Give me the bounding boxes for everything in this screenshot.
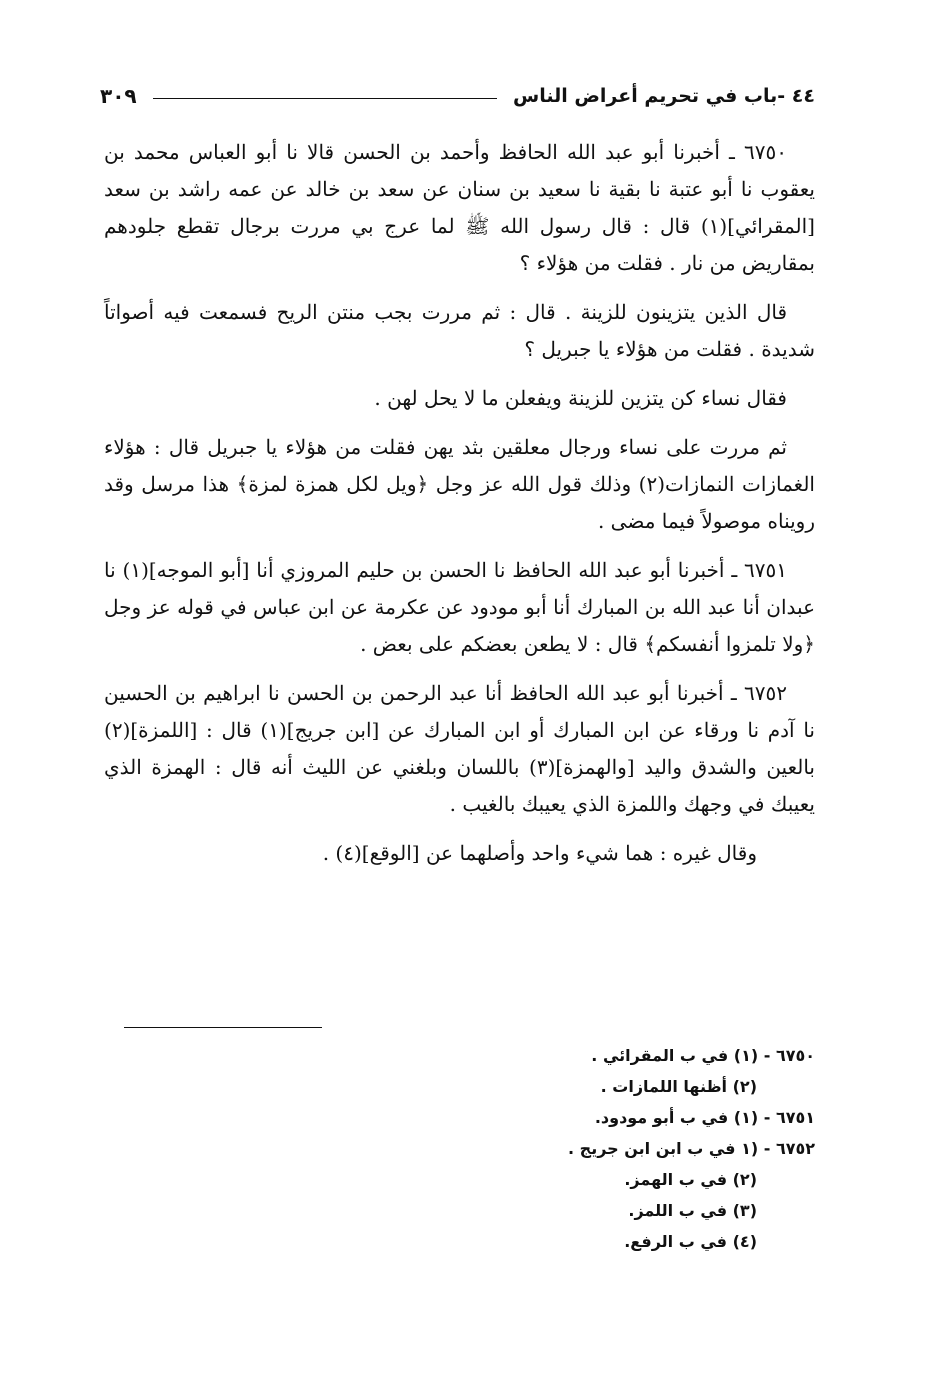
page-number: ٣٠٩ [100,84,137,108]
footnote-separator [124,1027,322,1028]
hadith-6752: ٦٧٥٢ ـ أخبرنا أبو عبد الله الحافظ أنا عبد الرحمن بن الحسن نا ابراهيم بن الحسين نا آدم نا ورقاء عن ابن المبارك أو ابن المبارك عن [ابن جريج](١) قال : [اللمزة](٢) بالعين والشدق واليد [والهمزة](٣) باللسان وبلغني عن الليث أنه قال : الهمزة الذي يعيبك في وجهك واللمزة الذي يعيبك بالغيب . [104,681,815,816]
paragraph-3: فقال نساء كن يتزين للزينة ويفعلن ما لا يحل لهن . [374,386,787,410]
footnote: ٦٧٥٠ - (١) في ب المقرائي . [591,1046,815,1065]
footnote: ٦٧٥١ - (١) في ب أبو مودود. [594,1108,815,1127]
footnote: ٦٧٥٢ - (١ في ب ابن ابن جريج . [568,1139,815,1158]
paragraph-7: وقال غيره : هما شيء واحد وأصلهما عن [الوقع](٤) . [322,841,757,865]
hadith-6750: ٦٧٥٠ ـ أخبرنا أبو عبد الله الحافظ وأحمد بن الحسن قالا نا أبو العباس محمد بن يعقوب نا أبو عتبة نا بقية نا سعيد بن سنان عن سعد بن خالد عن عمه راشد بن سعد [المقرائي](١) قال : قال رسول الله ﷺ لما عرج بي مررت برجال تقطع جلودهم بمقاريض من نار . فقلت من هؤلاء ؟ [104,140,815,275]
footnote: (٤) في ب الرفع. [624,1232,757,1251]
footnotes [104,1040,815,1257]
paragraph-2: قال الذين يتزينون للزينة . قال : ثم مررت بجب منتن الريح فسمعت فيه أصواتاً شديدة . فقلت من هؤلاء يا جبريل ؟ [104,300,815,361]
hadith-6751: ٦٧٥١ ـ أخبرنا أبو عبد الله الحافظ نا الحسن بن حليم المروزي أنا [أبو الموجه](١) نا عبدان أنا عبد الله بن المبارك أنا أبو مودود عن عكرمة عن ابن عباس في قوله عز وجل ﴿ولا تلمزوا أنفسكم﴾ قال : لا يطعن بعضكم على بعض . [104,558,815,656]
main-text [104,134,815,884]
footnote: (٣) في ب اللمز. [628,1201,757,1220]
paragraph-4: ثم مررت على نساء ورجال معلقين بثد يهن فقلت من هؤلاء يا جبريل قال : هؤلاء الغمازات النمازات(٢) وذلك قول الله عز وجل ﴿ويل لكل همزة لمزة﴾ هذا مرسل وقد رويناه موصولاً فيما مضى . [104,435,815,533]
header-rule [153,98,497,99]
footnote: (٢) في ب الهمز. [624,1170,757,1189]
chapter-title: ٤٤ -باب في تحريم أعراض الناس [512,85,815,107]
footnote: (٢) أظنها اللمازات . [600,1077,757,1096]
running-header [100,78,815,114]
